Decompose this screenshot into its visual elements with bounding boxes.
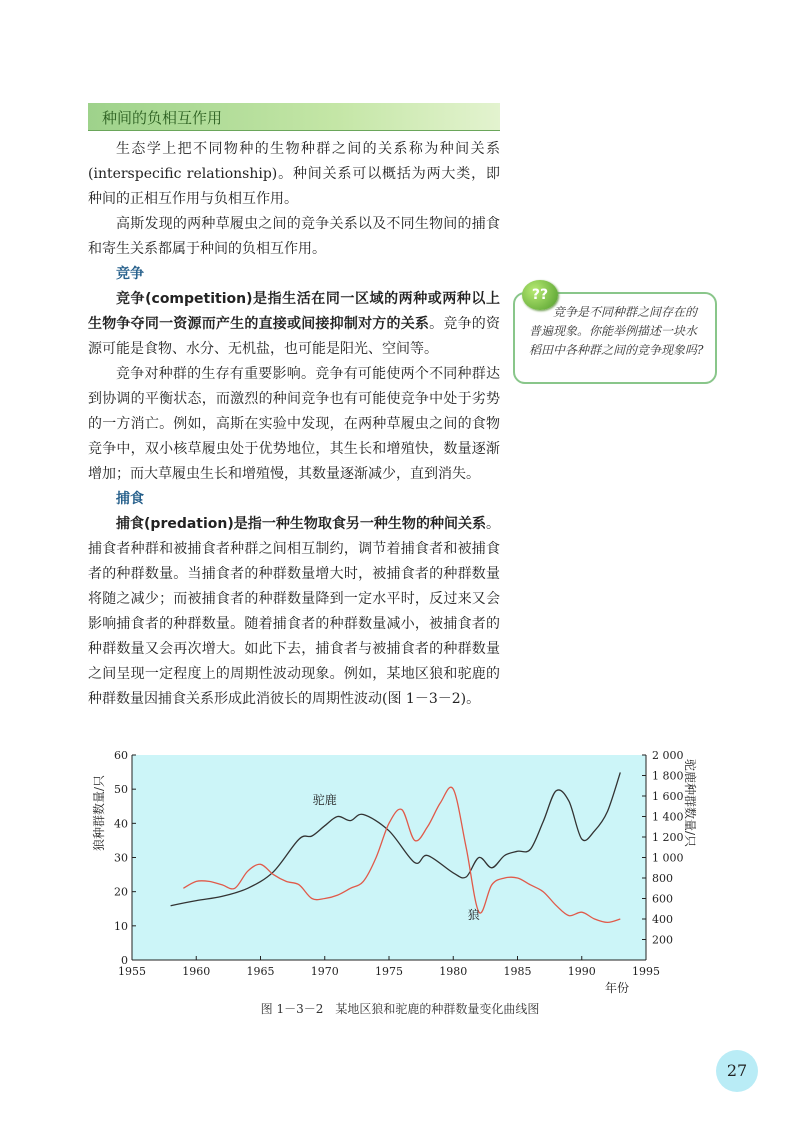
y-left-tick-label: 60 — [114, 749, 128, 762]
competition-definition — [88, 287, 500, 362]
x-tick-label: 1985 — [503, 965, 532, 978]
plot-area — [132, 755, 646, 960]
y-right-tick-label: 800 — [652, 872, 673, 885]
wolf-series-label: 狼 — [467, 908, 480, 922]
y-right-tick-label: 1 200 — [652, 831, 684, 844]
y-left-tick-label: 40 — [114, 817, 128, 831]
x-tick-label: 1975 — [375, 965, 403, 978]
intro-paragraph-2: 高斯发现的两种草履虫之间的竞争关系以及不同生物间的捕食和寄生关系都属于种间的负相互作用。 — [88, 216, 500, 257]
x-tick-label: 1965 — [246, 965, 275, 978]
section-header — [88, 103, 500, 131]
x-tick-label: 1955 — [118, 965, 146, 978]
moose-series-label: 驼鹿 — [312, 793, 337, 808]
x-axis-label: 年份 — [605, 981, 630, 995]
predation-definition-rest: 。捕食者种群和被捕食者种群之间相互制约，调节着捕食者和被捕食者的种群数量。当捕食者的种群数量增大时，被捕食者的种群数量将随之减少；而被捕食者的种群数量降到一定水平时，反过来又会影响捕食者的种群数量。随着捕食者的种群数量减小，被捕食者的种群数量又会再次增大。如此下去，捕食者与被捕食者的种群数量之间呈现一定程度上的周期性波动现象。例如，某地区狼和驼鹿的种群数量因捕食关系形成此消彼长的周期性波动(图 1－3－2)。 — [88, 516, 500, 707]
x-tick-label: 1995 — [632, 965, 660, 978]
y-left-tick-label: 10 — [114, 919, 128, 933]
x-tick-label: 1960 — [182, 965, 211, 978]
competition-paragraph-2: 竞争对种群的生存有重要影响。竞争有可能使两个不同种群达到协调的平衡状态，而激烈的种间竞争也有可能使竞争中处于劣势的一方消亡。例如，高斯在实验中发现，在两种草履虫之间的食物竞争中，双小核草履虫处于优势地位，其生长和增殖快，数量逐渐增加；而大草履虫生长和增殖慢，其数量逐渐减少，直到消失。 — [88, 366, 500, 482]
y-left-tick-label: 50 — [114, 783, 128, 797]
y-left-tick-label: 0 — [121, 954, 128, 967]
y-right-tick-label: 600 — [652, 892, 673, 906]
y-right-tick-label: 1 800 — [652, 769, 684, 783]
y-axis-left-label: 狼种群数量/只 — [92, 774, 106, 851]
y-left-tick-label: 20 — [114, 885, 128, 899]
question-mark-icon: ?? — [522, 280, 558, 310]
y-right-tick-label: 200 — [652, 933, 673, 947]
y-right-tick-label: 1 400 — [652, 810, 684, 824]
x-tick-label: 1970 — [310, 965, 339, 978]
population-chart — [0, 745, 800, 1020]
sidebar-question-text: 竞争是不同种群之间存在的普遍现象。你能举例描述一块水稻田中各种群之间的竞争现象吗? — [529, 305, 704, 357]
predation-definition — [88, 512, 500, 712]
main-text — [88, 137, 500, 712]
competition-definition-bold: 竞争(competition)是指生活在同一区域的两种或两种以上生物争夺同一资源而产生的直接或间接抑制对方的关系 — [88, 291, 500, 332]
x-tick-label: 1980 — [439, 965, 468, 978]
x-tick-label: 1990 — [567, 965, 596, 978]
predation-heading: 捕食 — [116, 491, 144, 507]
y-left-tick-label: 30 — [114, 851, 128, 865]
y-right-tick-label: 2 000 — [652, 749, 684, 762]
figure-caption: 图 1－3－2 某地区狼和驼鹿的种群数量变化曲线图 — [260, 1002, 540, 1016]
competition-heading: 竞争 — [116, 266, 144, 282]
y-right-tick-label: 1 000 — [652, 851, 684, 865]
intro-paragraph-1: 生态学上把不同物种的生物种群之间的关系称为种间关系(interspecific relationship)。种间关系可以概括为两大类，即种间的正相互作用与负相互作用。 — [88, 141, 500, 207]
competition-definition-rest: 。竞争的资源可能是食物、水分、无机盐，也可能是阳光、空间等。 — [88, 316, 501, 357]
section-title: 种间的负相互作用 — [102, 109, 223, 127]
y-axis-right-label: 驼鹿种群数量/只 — [683, 759, 697, 848]
predation-definition-bold: 捕食(predation)是指一种生物取食另一种生物的种间关系 — [116, 516, 486, 532]
y-right-tick-label: 1 600 — [652, 790, 684, 803]
y-right-tick-label: 400 — [652, 913, 673, 926]
page-number: 27 — [716, 1050, 758, 1092]
